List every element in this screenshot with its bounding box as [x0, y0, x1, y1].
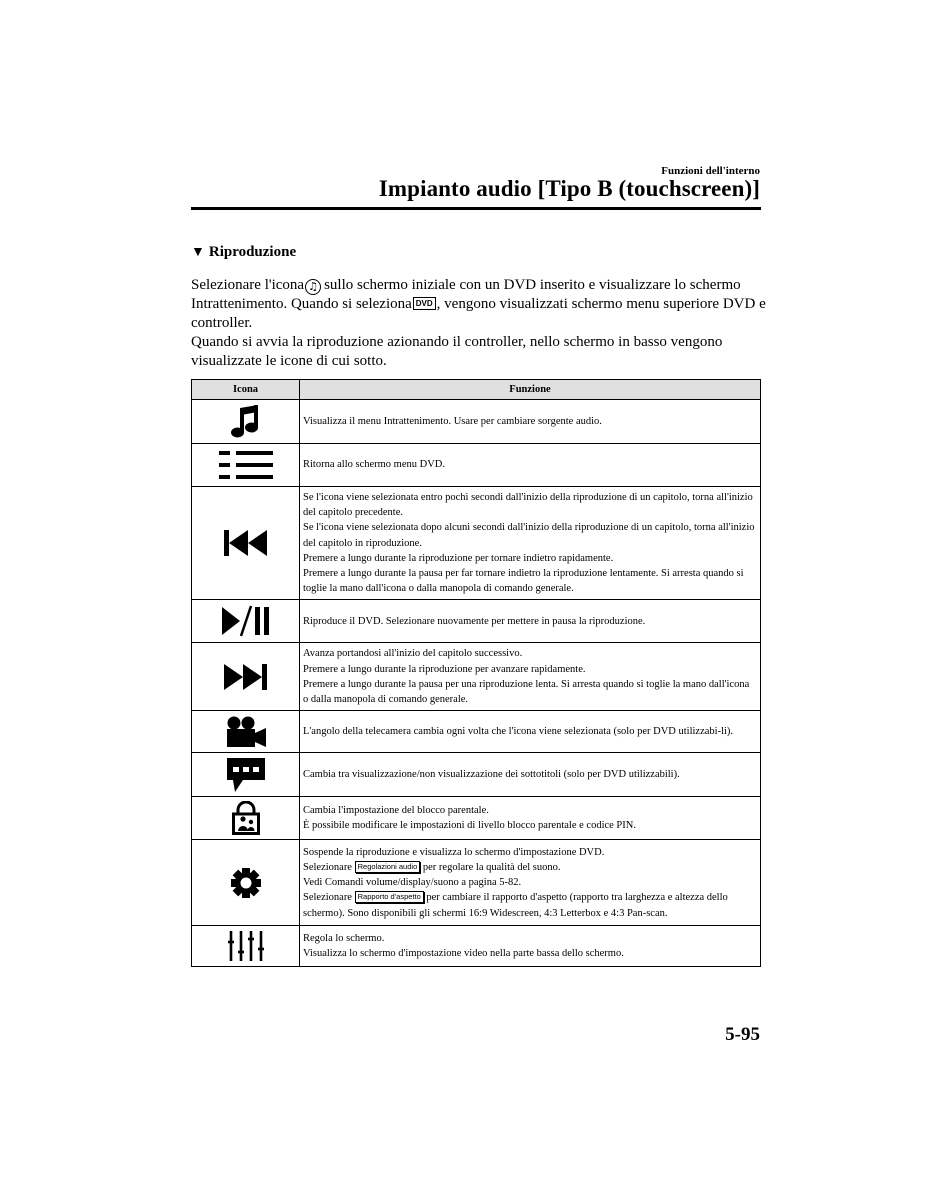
section-label: Funzioni dell'interno	[661, 165, 760, 177]
icon-cell	[192, 600, 300, 643]
dvd-button-icon: DVD	[413, 297, 436, 310]
page-title: Impianto audio [Tipo B (touchscreen)]	[378, 176, 760, 201]
intro-text	[191, 276, 766, 371]
function-text: Selezionare	[303, 892, 352, 904]
column-header-function: Funzione	[300, 380, 761, 400]
subsection-heading	[191, 244, 296, 261]
intro-text-part: sullo schermo iniziale con un DVD inserito e visualizzare lo schermo Intrattenimento. Quando si seleziona	[191, 277, 741, 312]
table-row	[192, 643, 761, 711]
settings-gear-icon	[230, 867, 262, 899]
parental-lock-icon	[232, 801, 260, 835]
function-cell	[300, 400, 761, 444]
equalizer-sliders-icon	[228, 930, 264, 962]
function-line	[303, 890, 756, 920]
music-note-icon	[229, 404, 263, 440]
intro-text-part: Quando si avvia la riproduzione azionando il controller, nello schermo in basso vengono visualizzate le icone di cui sotto.	[191, 334, 723, 369]
aspect-ratio-button: Rapporto d'aspetto	[355, 891, 424, 903]
skip-previous-icon	[224, 529, 268, 557]
function-cell	[300, 487, 761, 600]
intro-text-part: , vengono visualizzati schermo menu superiore DVD e controller.	[191, 296, 766, 331]
camera-angle-icon	[225, 716, 267, 748]
function-line: Regola lo schermo.	[303, 933, 385, 945]
table-row	[192, 487, 761, 600]
function-line	[303, 860, 756, 875]
subsection-title: Riproduzione	[208, 244, 297, 260]
table-row	[192, 600, 761, 643]
column-header-icon: Icona	[192, 380, 300, 400]
function-cell	[300, 753, 761, 797]
icon-function-table	[191, 379, 761, 967]
audio-settings-button: Regolazioni audio	[355, 861, 421, 873]
icon-cell	[192, 487, 300, 600]
icon-cell	[192, 926, 300, 967]
function-cell	[300, 926, 761, 967]
list-menu-icon	[219, 449, 273, 481]
function-line: Se l'icona viene selezionata entro pochi secondi dall'inizio della riproduzione di un capitolo, torna all'inizio del capitolo precedente.	[303, 492, 753, 519]
function-line: Premere a lungo durante la riproduzione per tornare indietro rapidamente.	[303, 552, 614, 564]
function-line: Cambia tra visualizzazione/non visualizzazione dei sottotitoli (solo per DVD utilizzabili).	[303, 769, 680, 781]
play-pause-icon	[222, 605, 270, 637]
icon-cell	[192, 400, 300, 444]
function-line: Cambia l'impostazione del blocco parentale.	[303, 805, 489, 817]
function-line: Riproduce il DVD. Selezionare nuovamente per mettere in pausa la riproduzione.	[303, 615, 646, 627]
function-text: Selezionare	[303, 861, 352, 873]
function-cell	[300, 600, 761, 643]
skip-next-icon	[224, 663, 268, 691]
function-line: Visualizza il menu Intrattenimento. Usare per cambiare sorgente audio.	[303, 415, 602, 427]
function-text: per cambiare il rapporto d'aspetto (rapporto tra larghezza e altezza dello schermo). Sono disponibili gli schermi 16:9 Widescreen, 4:3 Letterbox e 4:3 Pan-scan.	[303, 892, 728, 919]
function-line: Visualizza lo schermo d'impostazione video nella parte bassa dello schermo.	[303, 948, 624, 960]
subtitles-icon	[227, 758, 265, 792]
icon-cell	[192, 711, 300, 753]
function-line: Vedi Comandi volume/display/suono a pagina 5-82.	[303, 877, 522, 889]
function-line: L'angolo della telecamera cambia ogni volta che l'icona viene selezionata (solo per DVD utilizzabi-li).	[303, 726, 734, 738]
function-line: Avanza portandosi all'inizio del capitolo successivo.	[303, 648, 523, 660]
title-rule	[191, 207, 761, 210]
function-cell	[300, 444, 761, 487]
function-line: Sospende la riproduzione e visualizza lo schermo d'impostazione DVD.	[303, 846, 605, 858]
function-line: Premere a lungo durante la pausa per una riproduzione lenta. Si arresta quando si toglie la mano dall'icona o dalla manopola di comando generale.	[303, 678, 750, 706]
icon-cell	[192, 797, 300, 840]
function-line: Premere a lungo durante la riproduzione per avanzare rapidamente.	[303, 663, 586, 675]
function-line: Se l'icona viene selezionata dopo alcuni secondi dall'inizio della riproduzione di un capitolo, torna all'inizio del capitolo in riproduzione.	[303, 522, 755, 549]
table-row	[192, 444, 761, 487]
page-number: 5-95	[725, 1024, 760, 1045]
table-row	[192, 711, 761, 753]
table-row	[192, 840, 761, 926]
icon-cell	[192, 643, 300, 711]
table-header-row	[192, 380, 761, 400]
function-line: Ritorna allo schermo menu DVD.	[303, 459, 446, 471]
function-cell	[300, 643, 761, 711]
triangle-marker-icon: ▼	[191, 245, 205, 260]
intro-text-part: Selezionare l'icona	[191, 277, 305, 293]
entertainment-music-icon: ♫	[305, 279, 321, 295]
icon-cell	[192, 753, 300, 797]
table-row	[192, 400, 761, 444]
icon-cell	[192, 444, 300, 487]
function-cell	[300, 797, 761, 840]
function-cell	[300, 711, 761, 753]
icon-cell	[192, 840, 300, 926]
function-cell	[300, 840, 761, 926]
function-line: Premere a lungo durante la pausa per far tornare indietro la riproduzione lentamente. Si arresta quando si toglie la mano dall'icona o dalla manopola di comando generale.	[303, 568, 744, 595]
function-text: per regolare la qualità del suono.	[422, 861, 561, 873]
table-row	[192, 797, 761, 840]
table-row	[192, 926, 761, 967]
table-row	[192, 753, 761, 797]
function-line: È possibile modificare le impostazioni di livello blocco parentale e codice PIN.	[303, 820, 636, 832]
